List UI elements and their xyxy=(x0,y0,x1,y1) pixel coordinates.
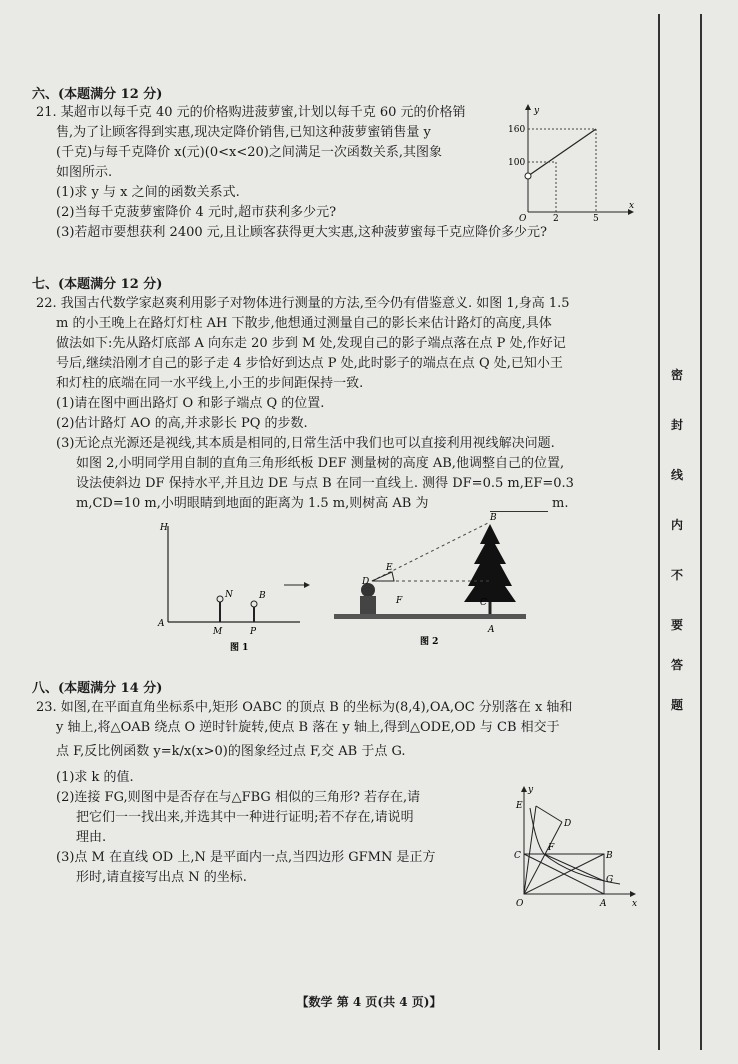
fig2-caption: 图 2 xyxy=(420,637,439,647)
q21-line: 售,为了让顾客得到实惠,现决定降价销售,已知这种菠萝蜜销售量 y xyxy=(56,125,431,140)
q22-line: m,CD=10 m,小明眼睛到地面的距离为 1.5 m,则树高 AB 为 xyxy=(76,496,429,511)
g23-label-b: B xyxy=(606,851,613,861)
fig1-label-h: H xyxy=(160,523,168,533)
g23-label-y: y xyxy=(528,785,534,795)
fig1-label-p: P xyxy=(250,627,257,637)
graph-tick-160: 160 xyxy=(508,125,526,135)
q23-line: 把它们一一找出来,并选其中一种进行证明;若不存在,请说明 xyxy=(76,810,414,825)
fig2-label-b: B xyxy=(490,513,497,523)
graph-x-label: x xyxy=(629,201,635,211)
seal-char: 内 xyxy=(670,518,683,532)
graph-tick-2: 2 xyxy=(553,214,559,222)
q23-part1: (1)求 k 的值. xyxy=(56,770,134,785)
q23-part2: (2)连接 FG,则图中是否存在与△FBG 相似的三角形? 若存在,请 xyxy=(56,790,421,805)
q21-part3: (3)若超市要想获利 2400 元,且让顾客获得更大实惠,这种菠萝蜜每千克应降价多少元? xyxy=(56,225,547,240)
fig2-label-e: E xyxy=(386,563,393,573)
q23-line: y 轴上,将△OAB 绕点 O 逆时针旋转,使点 B 落在 y 轴上,得到△ODE,OD 与 CB 相交于 xyxy=(56,720,560,735)
seal-char: 不 xyxy=(670,568,683,582)
seal-char: 密 xyxy=(670,368,683,382)
q22-line: 设法使斜边 DF 保持水平,并且边 DE 与点 B 在同一直线上. 测得 DF=0.5 m,EF=0.3 xyxy=(76,476,574,491)
section-8-heading: 八、(本题满分 14 分) xyxy=(32,681,163,696)
seal-char: 线 xyxy=(670,468,683,482)
q22-line: 和灯柱的底端在同一水平线上,小王的步间距保持一致. xyxy=(56,376,364,391)
fig1-label-a: A xyxy=(158,619,165,629)
q21-line: 21. 某超市以每千克 40 元的价格购进菠萝蜜,计划以每千克 60 元的价格销 xyxy=(36,105,466,120)
q22-part1: (1)请在图中画出路灯 O 和影子端点 Q 的位置. xyxy=(56,396,325,411)
q21-part2: (2)当每千克菠萝蜜降价 4 元时,超市获利多少元? xyxy=(56,205,337,220)
seal-line-left xyxy=(658,14,660,1050)
graph-tick-100: 100 xyxy=(508,158,526,168)
observer xyxy=(360,583,376,614)
section-6-heading: 六、(本题满分 12 分) xyxy=(32,87,163,102)
q23-part3: (3)点 M 在直线 OD 上,N 是平面内一点,当四边形 GFMN 是正方 xyxy=(56,850,436,865)
seal-line-right xyxy=(700,14,702,1050)
fig2-label-d: D xyxy=(362,577,370,587)
q23-line: 23. 如图,在平面直角坐标系中,矩形 OABC 的顶点 B 的坐标为(8,4),OA,OC 分别落在 x 轴和 xyxy=(36,700,573,715)
q22-part3: (3)无论点光源还是视线,其本质是相同的,日常生活中我们也可以直接利用视线解决问题. xyxy=(56,436,555,451)
g23-label-e: E xyxy=(516,801,523,811)
g23-label-f: F xyxy=(548,843,555,853)
g23-label-g: G xyxy=(606,875,614,885)
q22-line: 22. 我国古代数学家赵爽利用影子对物体进行测量的方法,至今仍有借鉴意义. 如图 1,身高 1.5 xyxy=(36,296,570,311)
fig2-label-c: C xyxy=(480,598,487,608)
g23-label-c: C xyxy=(514,851,521,861)
tree xyxy=(464,524,516,614)
figure-2 xyxy=(330,510,530,658)
fig1-label-b: B xyxy=(259,591,266,601)
q22-line: 做法如下:先从路灯底部 A 向东走 20 步到 M 处,发现自己的影子端点落在点 P 处,作好记 xyxy=(56,336,566,351)
fig2-label-f: F xyxy=(396,596,403,606)
q23-graph xyxy=(510,784,640,914)
seal-char: 题 xyxy=(670,698,683,712)
fig1-label-m: M xyxy=(213,627,223,637)
page-footer: 【数学 第 4 页(共 4 页)】 xyxy=(296,995,442,1009)
g23-label-o: O xyxy=(516,899,524,909)
person-at-m xyxy=(217,596,223,622)
arrow-icon xyxy=(284,580,310,590)
q23-line: 点 F,反比例函数 y=k/x(x>0)的图象经过点 F,交 AB 于点 G. xyxy=(56,744,406,759)
person-at-p xyxy=(251,601,257,622)
q22-part2: (2)估计路灯 AO 的高,并求影长 PQ 的步数. xyxy=(56,416,308,431)
g23-label-a: A xyxy=(600,899,607,909)
seal-char: 封 xyxy=(670,418,683,432)
q23-line: 形时,请直接写出点 N 的坐标. xyxy=(76,870,247,885)
graph-tick-5: 5 xyxy=(593,214,599,222)
section-7-heading: 七、(本题满分 12 分) xyxy=(32,277,163,292)
q22-line: m 的小王晚上在路灯灯柱 AH 下散步,他想通过测量自己的影长来估计路灯的高度,具体 xyxy=(56,316,552,331)
q22-line: 号后,继续沿刚才自己的影子走 4 步恰好到达点 P 处,此时影子的端点在点 Q 处,已知小王 xyxy=(56,356,563,371)
fig1-caption: 图 1 xyxy=(230,643,249,653)
fig1-label-n: N xyxy=(225,590,233,600)
q21-line: 如图所示. xyxy=(56,165,113,180)
q23-line: 理由. xyxy=(76,830,107,845)
graph-y-label: y xyxy=(534,106,540,116)
q21-part1: (1)求 y 与 x 之间的函数关系式. xyxy=(56,185,240,200)
seal-char: 答 xyxy=(670,658,683,672)
g23-label-x: x xyxy=(632,899,638,909)
q22-line: 如图 2,小明同学用自制的直角三角形纸板 DEF 测量树的高度 AB,他调整自己的位置, xyxy=(76,456,565,471)
q21-graph xyxy=(508,104,636,222)
q21-line: (千克)与每千克降价 x(元)(0<x<20)之间满足一次函数关系,其图象 xyxy=(56,145,442,160)
g23-label-d: D xyxy=(564,819,572,829)
q22-unit: m. xyxy=(552,496,569,511)
graph-origin: O xyxy=(519,214,527,222)
seal-char: 要 xyxy=(670,618,683,632)
fig2-label-a: A xyxy=(488,625,495,635)
